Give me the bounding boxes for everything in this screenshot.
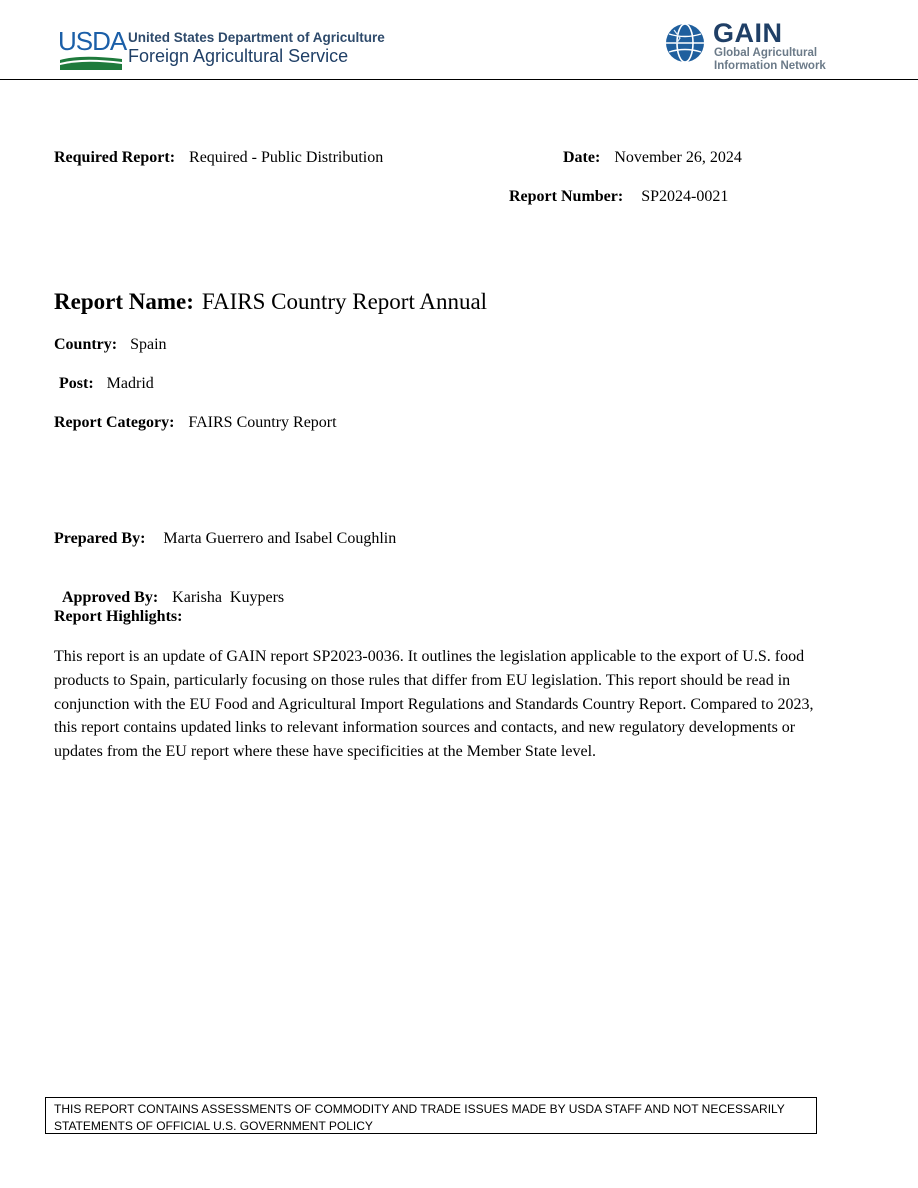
disclaimer-text: THIS REPORT CONTAINS ASSESSMENTS OF COMMODITY AND TRADE ISSUES MADE BY USDA STAFF AND NOT NECESSARILY STATEMENTS OF OFFICIAL U.S. GOVERNMENT POLICY bbox=[54, 1102, 785, 1133]
report-number-field bbox=[509, 187, 728, 207]
date-label: Date: bbox=[563, 149, 601, 166]
usda-landscape-icon bbox=[60, 56, 122, 70]
gain-logo bbox=[664, 20, 844, 76]
gain-tagline-line1: Global Agricultural bbox=[714, 47, 818, 59]
date-value: November 26, 2024 bbox=[614, 149, 742, 166]
date-field bbox=[563, 148, 742, 168]
gain-tagline-line2: Information Network bbox=[714, 60, 826, 72]
report-highlights-text: This report is an update of GAIN report SP2023-0036. It outlines the legislation applicable to the export of U.S. food products to Spain, particularly focusing on those rules that differ from EU legislation. This report should be read in conjunction with the EU Food and Agricultural Import Regulations and Standards Country Report. Compared to 2023, this report contains updated links to relevant information sources and contacts, and new regulatory developments or updates from the EU report where these have specificities at the Member State level. bbox=[54, 648, 814, 761]
required-report-label: Required Report: bbox=[54, 149, 176, 166]
country-value: Spain bbox=[130, 336, 167, 353]
agency-name: Foreign Agricultural Service bbox=[128, 46, 349, 66]
prepared-by-label: Prepared By: bbox=[54, 530, 146, 547]
report-number-value: SP2024-0021 bbox=[641, 188, 729, 205]
post-value: Madrid bbox=[106, 375, 154, 392]
usda-fas-logo bbox=[58, 27, 398, 75]
prepared-by-field bbox=[54, 529, 396, 549]
approved-by-value: Karisha Kuypers bbox=[172, 589, 285, 606]
required-report-value: Required - Public Distribution bbox=[189, 149, 384, 166]
post-label: Post: bbox=[59, 375, 94, 392]
usda-wordmark: USDA bbox=[58, 26, 127, 56]
post-field bbox=[59, 374, 154, 394]
globe-icon bbox=[664, 22, 706, 64]
report-name bbox=[54, 288, 487, 316]
header-divider bbox=[0, 79, 918, 80]
report-highlights-heading bbox=[54, 607, 182, 627]
report-category-field bbox=[54, 413, 337, 433]
required-report-field bbox=[54, 148, 383, 168]
disclaimer-box bbox=[45, 1097, 817, 1134]
country-label: Country: bbox=[54, 336, 118, 353]
approved-by-field bbox=[54, 568, 284, 608]
approved-by-label: Approved By: bbox=[62, 589, 159, 606]
report-number-label: Report Number: bbox=[509, 188, 624, 205]
report-category-label: Report Category: bbox=[54, 414, 175, 431]
report-name-label: Report Name: bbox=[54, 289, 194, 314]
report-name-value: FAIRS Country Report Annual bbox=[201, 289, 488, 314]
prepared-by-value: Marta Guerrero and Isabel Coughlin bbox=[163, 530, 397, 547]
gain-wordmark: GAIN bbox=[713, 18, 783, 48]
department-name: United States Department of Agriculture bbox=[128, 30, 385, 45]
report-category-value: FAIRS Country Report bbox=[188, 414, 337, 431]
country-field bbox=[54, 335, 167, 355]
report-highlights-label: Report Highlights: bbox=[54, 608, 183, 625]
